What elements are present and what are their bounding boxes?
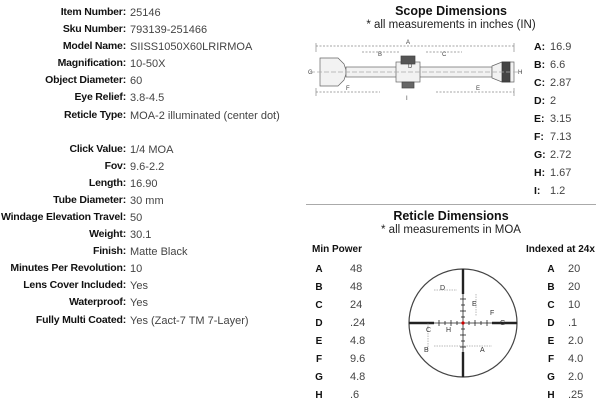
spec-value: Yes (Zact-7 TM 7-Layer) xyxy=(130,314,249,327)
spec-value: Matte Black xyxy=(130,246,188,259)
reticle-value: 10 xyxy=(568,299,581,311)
reticle-letter: D xyxy=(547,317,555,329)
dim-letter: H: xyxy=(534,167,546,179)
spec-row-fov xyxy=(0,158,300,175)
reticle-value: .6 xyxy=(350,389,360,401)
min-power-row xyxy=(312,368,365,386)
spec-row-minutes-per-revolution xyxy=(0,260,300,277)
scope-dim-row xyxy=(534,74,600,92)
reticle-label-c: C xyxy=(426,327,432,334)
dim-letter: I: xyxy=(534,185,541,197)
spec-value: Yes xyxy=(130,280,148,293)
scope-dimensions-title: Scope Dimensions xyxy=(395,4,507,18)
spec-row-weight xyxy=(0,226,300,243)
min-power-list xyxy=(312,260,365,404)
indexed-row xyxy=(544,260,583,278)
reticle-dimensions-subtitle: * all measurements in MOA xyxy=(381,224,521,236)
spec-label: Waterproof: xyxy=(69,296,126,309)
spec-label: Click Value: xyxy=(69,142,126,155)
spec-value: 10 xyxy=(130,263,143,276)
spec-row-object-diameter xyxy=(0,72,300,89)
min-power-row xyxy=(312,278,365,296)
reticle-label-b: B xyxy=(424,347,429,354)
spec-value: 10-50X xyxy=(130,58,166,71)
dim-value: 2 xyxy=(550,95,557,107)
scope-label-d: D xyxy=(408,64,413,70)
dim-value: 2.72 xyxy=(550,149,572,161)
scope-dim-row xyxy=(534,38,600,56)
reticle-value: 2.0 xyxy=(568,335,584,347)
spec-label: Sku Number: xyxy=(62,23,126,36)
min-power-heading: Min Power xyxy=(312,244,363,255)
spec-value: 793139-251466 xyxy=(130,24,208,37)
spec-row-waterproof xyxy=(0,294,300,311)
indexed-list xyxy=(544,260,583,404)
reticle-diagram xyxy=(404,266,522,380)
reticle-letter: A xyxy=(315,263,323,275)
dim-value: 6.6 xyxy=(550,59,566,71)
spec-value: SIISS1050X60LRIRMOA xyxy=(130,41,253,54)
reticle-value: 48 xyxy=(350,263,363,275)
reticle-label-d: D xyxy=(440,285,446,292)
spec-label: Weight: xyxy=(89,228,126,241)
reticle-label-g: G xyxy=(500,320,506,327)
dim-value: 3.15 xyxy=(550,113,572,125)
scope-label-c: C xyxy=(442,52,447,58)
reticle-letter: F xyxy=(547,353,555,365)
reticle-label-h: H xyxy=(446,327,452,334)
min-power-row xyxy=(312,386,365,404)
reticle-value: 4.8 xyxy=(350,335,366,347)
spec-label: Object Diameter: xyxy=(45,74,126,87)
reticle-letter: B xyxy=(315,281,323,293)
spec-label: Reticle Type: xyxy=(64,108,126,121)
scope-dim-row xyxy=(534,92,600,110)
dim-value: 2.87 xyxy=(550,77,572,89)
spec-value: 25146 xyxy=(130,7,161,19)
dim-value: 16.9 xyxy=(550,41,572,53)
spec-label: Fov: xyxy=(104,159,126,172)
spec-row-eye-relief xyxy=(0,89,300,106)
reticle-value: 4.8 xyxy=(350,371,366,383)
indexed-row xyxy=(544,314,583,332)
spec-row-fully-multi-coated xyxy=(0,312,300,329)
dim-value: 1.67 xyxy=(550,167,572,179)
spec-label: Fully Multi Coated: xyxy=(35,313,126,326)
spec-value: 1/4 MOA xyxy=(130,143,174,156)
reticle-value: 20 xyxy=(568,281,581,293)
spec-value: Yes xyxy=(130,297,148,310)
scope-diagram xyxy=(306,38,532,108)
spec-value: 16.90 xyxy=(130,177,158,190)
center-dot xyxy=(461,321,464,324)
reticle-value: .1 xyxy=(568,317,578,329)
reticle-letter: F xyxy=(315,353,323,365)
reticle-letter: C xyxy=(547,299,555,311)
dim-letter: D: xyxy=(534,95,546,107)
spec-value: 30.1 xyxy=(130,229,152,242)
reticle-value: 48 xyxy=(350,281,363,293)
spec-row-lens-cover-included xyxy=(0,277,300,294)
spec-label: Item Number: xyxy=(60,6,126,18)
spec-value: 60 xyxy=(130,75,143,88)
dim-letter: B: xyxy=(534,59,546,71)
scope-label-g: G xyxy=(308,70,313,76)
dim-letter: C: xyxy=(534,77,546,89)
reticle-letter: H xyxy=(315,389,323,401)
reticle-dimensions-title: Reticle Dimensions xyxy=(393,209,509,223)
reticle-letter: E xyxy=(547,335,555,347)
dim-value: 7.13 xyxy=(550,131,572,143)
spec-label: Model Name: xyxy=(62,40,126,53)
reticle-letter: A xyxy=(547,263,555,275)
scope-dimensions-subtitle: * all measurements in inches (IN) xyxy=(366,19,536,31)
scope-label-e: E xyxy=(476,86,481,92)
spec-value: MOA-2 illuminated (center dot) xyxy=(130,109,280,122)
scope-dim-row xyxy=(534,146,600,164)
scope-label-h: H xyxy=(518,70,523,76)
min-power-row xyxy=(312,260,365,278)
scope-label-b: B xyxy=(378,52,383,58)
scope-dim-row xyxy=(534,128,600,146)
scope-dim-row xyxy=(534,164,600,182)
scope-label-i: I xyxy=(406,96,408,102)
spec-row-item-number xyxy=(0,4,300,21)
reticle-value: 4.0 xyxy=(568,353,584,365)
reticle-letter: C xyxy=(315,299,323,311)
indexed-row xyxy=(544,332,583,350)
spec-row-length xyxy=(0,175,300,192)
spec-row-magnification xyxy=(0,55,300,72)
reticle-value: 24 xyxy=(350,299,363,311)
spec-label: Windage Elevation Travel: xyxy=(0,210,126,223)
dim-letter: E: xyxy=(534,113,545,125)
spec-label: Magnification: xyxy=(57,57,126,70)
dim-letter: G: xyxy=(534,149,546,161)
dim-letter: A: xyxy=(534,41,546,53)
reticle-value: 2.0 xyxy=(568,371,584,383)
spec-label: Eye Relief: xyxy=(74,91,126,104)
reticle-value: .24 xyxy=(350,317,366,329)
spec-value: 3.8-4.5 xyxy=(130,92,165,105)
reticle-letter: E xyxy=(315,335,323,347)
spec-label: Finish: xyxy=(92,245,126,258)
min-power-row xyxy=(312,350,365,368)
spec-row-finish xyxy=(0,243,300,260)
indexed-heading: Indexed at 24x xyxy=(526,244,595,255)
reticle-label-a: A xyxy=(480,347,485,354)
indexed-row xyxy=(544,368,583,386)
scope-label-f: F xyxy=(346,86,350,92)
reticle-letter: G xyxy=(315,371,323,383)
reticle-value: .25 xyxy=(568,389,584,401)
spec-value: 50 xyxy=(130,211,143,224)
spec-label: Minutes Per Revolution: xyxy=(10,262,126,275)
spec-row-click-value xyxy=(0,141,300,158)
reticle-letter: G xyxy=(547,371,555,383)
reticle-letter: B xyxy=(547,281,555,293)
reticle-value: 20 xyxy=(568,263,581,275)
min-power-row xyxy=(312,332,365,350)
spec-row-sku-number xyxy=(0,21,300,38)
reticle-letter: D xyxy=(315,317,323,329)
spec-value: 9.6-2.2 xyxy=(130,160,165,173)
spec-list xyxy=(0,4,300,329)
scope-dim-row xyxy=(534,110,600,128)
indexed-row xyxy=(544,350,583,368)
dim-letter: F: xyxy=(534,131,544,143)
indexed-row xyxy=(544,278,583,296)
spec-row-tube-diameter xyxy=(0,192,300,209)
spec-row-reticle-type xyxy=(0,107,300,141)
min-power-row xyxy=(312,296,365,314)
scope-dimension-list xyxy=(534,38,600,200)
spec-label: Lens Cover Included: xyxy=(23,279,126,292)
reticle-label-e: E xyxy=(472,301,477,308)
dim-value: 1.2 xyxy=(550,185,566,197)
scope-label-a: A xyxy=(406,40,411,46)
spec-value: 30 mm xyxy=(130,194,164,207)
spec-row-model-name xyxy=(0,38,300,55)
spec-label: Tube Diameter: xyxy=(53,193,126,206)
scope-dim-row xyxy=(534,182,600,200)
indexed-row xyxy=(544,296,583,314)
spec-label: Length: xyxy=(88,176,126,189)
reticle-letter: H xyxy=(547,389,555,401)
reticle-value: 9.6 xyxy=(350,353,366,365)
reticle-label-f: F xyxy=(490,310,495,317)
spec-row-windage-elevation-travel xyxy=(0,209,300,226)
scope-dim-row xyxy=(534,56,600,74)
section-divider xyxy=(306,204,596,205)
min-power-row xyxy=(312,314,365,332)
indexed-row xyxy=(544,386,583,404)
